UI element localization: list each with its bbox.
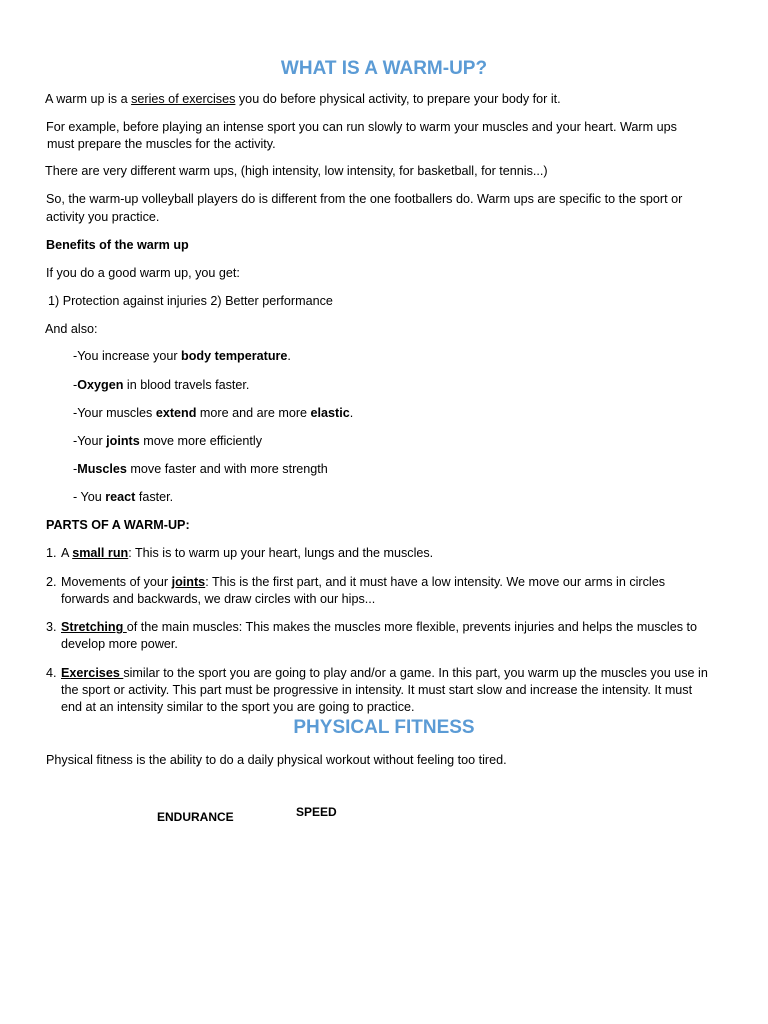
benefit-item: - You react faster. <box>73 490 174 504</box>
benefits-main: 1) Protection against injuries 2) Better performance <box>48 294 333 308</box>
list-continuation: the sport or activity. This part must be progressive in intensity. It must start slow and increase the intensity. It must <box>61 683 693 697</box>
intro-text: A warm up is a <box>45 92 132 106</box>
page-title: WHAT IS A WARM-UP? <box>280 58 488 79</box>
benefits-heading: Benefits of the warm up <box>46 238 189 252</box>
list-number: 3. <box>46 620 57 634</box>
list-number: 2. <box>46 575 57 589</box>
intro-paragraph-4-line-1: So, the warm-up volleyball players do is different from the one footballers do. Warm ups are specific to the sport or <box>46 192 683 206</box>
benefit-item: -Muscles move faster and with more strength <box>73 462 328 476</box>
list-continuation: forwards and backwards, we draw circles with our hips... <box>61 592 376 606</box>
intro-paragraph-2-line-2: must prepare the muscles for the activity. <box>47 137 276 151</box>
parts-heading: PARTS OF A WARM-UP: <box>46 518 190 532</box>
parts-list-item: 1. A small run: This is to warm up your heart, lungs and the muscles. <box>46 546 434 560</box>
intro-paragraph-3: There are very different warm ups, (high intensity, low intensity, for basketball, for tennis...) <box>45 164 548 178</box>
endurance-label: ENDURANCE <box>157 810 234 824</box>
benefit-item: -Oxygen in blood travels faster. <box>73 378 250 392</box>
parts-list-item: 4. Exercises similar to the sport you are going to play and/or a game. In this part, you warm up the muscles you use in the sport or activity. This part must be progressive in intensity. It must start slow and increase the intensity. It must end at an intensity similar to the sport you are going to practice. <box>46 665 736 716</box>
parts-list-item: 2. Movements of your joints: This is the first part, and it must have a low intensity. We move our arms in circles forwards and backwards, we draw circles with our hips... <box>46 574 736 608</box>
part-keyword: Exercises <box>61 666 124 680</box>
speed-label: SPEED <box>296 805 337 819</box>
part-keyword: small run <box>72 546 129 560</box>
intro-paragraph-1 <box>45 91 561 108</box>
series-of-exercises-link[interactable]: series of exercises <box>131 92 236 106</box>
intro-paragraph-2-line-1: For example, before playing an intense sport you can run slowly to warm your muscles and your heart. Warm ups <box>46 120 677 134</box>
list-continuation: end at an intensity similar to the sport you are going to practice. <box>61 700 415 714</box>
fitness-definition: Physical fitness is the ability to do a daily physical workout without feeling too tired. <box>46 753 507 767</box>
list-number: 4. <box>46 666 57 680</box>
benefits-lead: If you do a good warm up, you get: <box>46 266 240 280</box>
list-number: 1. <box>46 546 57 560</box>
part-keyword: joints <box>171 575 206 589</box>
part-keyword: Stretching <box>61 620 127 634</box>
parts-list-item: 3. Stretching of the main muscles: This makes the muscles more flexible, prevents injuries and helps the muscles to develop more power. <box>46 619 736 653</box>
list-continuation: develop more power. <box>61 637 178 651</box>
fitness-title: PHYSICAL FITNESS <box>293 717 475 738</box>
benefit-item: -Your joints move more efficiently <box>73 434 262 448</box>
intro-text: you do before physical activity, to prepare your body for it. <box>235 92 561 106</box>
benefit-item: -You increase your body temperature. <box>73 349 291 363</box>
benefits-also: And also: <box>45 322 98 336</box>
benefit-item: -Your muscles extend more and are more elastic. <box>73 406 354 420</box>
intro-paragraph-4-line-2: activity you practice. <box>46 210 160 224</box>
